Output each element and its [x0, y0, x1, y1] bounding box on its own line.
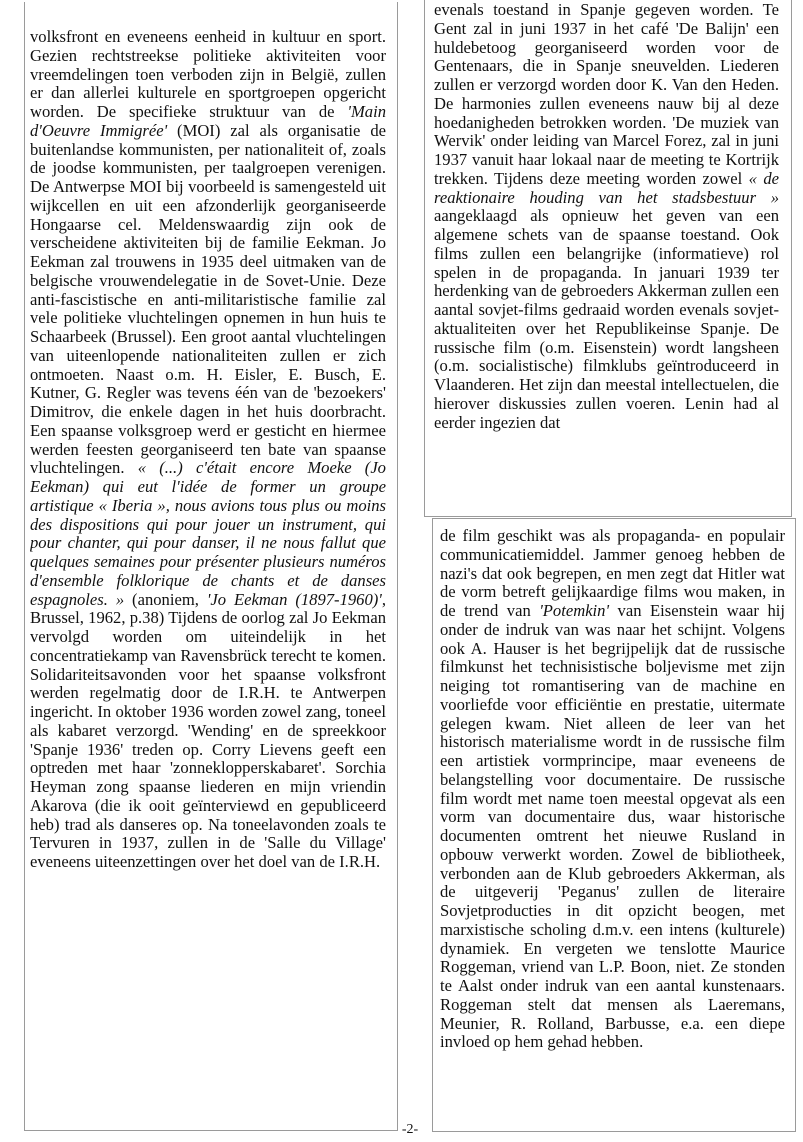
- text-run: (MOI) zal als organisatie de buitenlandse kommunisten, per nationaliteit of, zoals de joodse kommunisten, per taalgroepen verenigen. De Antwerpse MOI bij voorbeeld is samengesteld uit wijkcellen en uit een afzonderlijk georganiseerde Hongaarse cel. Meldenswaardig zijn ook de verscheidene aktiviteiten bij de familie Eekman. Jo Eekman zal trouwens in 1935 deel uitmaken van de belgische vrouwendelegatie in de Sovet-Unie. Deze anti-fascistische en anti-militaristische familie zal vele politieke vluchtelingen opnemen in hun huis te Schaarbeek (Brussel). Een groot aantal vluchtelingen van uiteenlopende nationaliteiten zullen er zich ontmoeten. Naast o.m. H. Eisler, E. Busch, E. Kutner, G. Regler was tevens één van de 'bezoekers' Dimitrov, die enkele dagen in het huis doorbracht. Een spaanse volksgroep werd er gesticht en hiermee werden feesten georganiseerd ten bate van spaanse vluchtelingen.: [30, 120, 386, 478]
- left-text-column: [30, 28, 386, 1128]
- page-number: -2-: [401, 1122, 419, 1137]
- text-run: aangeklaagd als opnieuw het geven van een algemene schets van de spaanse toestand. Ook films zullen een belangrijke (informatieve) rol spelen in de propaganda. In januari 1939 ter herdenking van de gebroeders Akkerman zullen een aantal sovjet-films gedraaid worden evenals sovjet-aktualiteiten over het Republikeinse Spanje. De russische film (o.m. Eisenstein) wordt langsheen (o.m. socialistische) filmklubs geïntroduceerd in Vlaanderen. Het zijn dan meestal intellectuelen, die hierover diskussies zullen voeren. Lenin had al eerder ingezien dat: [434, 206, 779, 432]
- text-run: , Brussel, 1962, p.38) Tijdens de oorlog zal Jo Eekman vervolgd worden om uiteindelijk in het concentratiekamp van Ravensbrück terecht te komen. Solidariteitsavonden voor het spaanse volksfront werden regelmatig door de I.R.H. te Antwerpen ingericht. In oktober 1936 worden zowel zang, toneel als kabaret verzorgd. 'Wending' en de spreekkoor 'Spanje 1936' treden op. Corry Lievens geeft een optreden met haar 'zonneklopperskabaret'. Sorchia Heyman zong spaanse liederen en mijn vriendin Akarova (die ik ooit geïnterviewd en gepubliceerd heb) trad als danseres op. Na toneelavonden zoals te Tervuren in 1937, zullen in de 'Salle du Village' eveneens uiteenzettingen over het doel van de I.R.H.: [30, 589, 386, 871]
- text-run: evenals toestand in Spanje gegeven worden. Te Gent zal in juni 1937 in het café 'De Balijn' een huldebetoog georganiseerd worden voor de Gentenaars, die in Spanje sneuvelden. Liederen zullen er verzorgd worden door K. Van den Heden. De harmonies zullen eveneens nauw bij al deze hoedanigheden betrokken worden. 'De muziek van Wervik' onder leiding van Marcel Forez, zal in juni 1937 vanuit haar lokaal naar de meeting te Kortrijk trekken. Tijdens deze meeting worden zowel: [434, 1, 779, 188]
- left-paragraph: [30, 28, 386, 872]
- text-run: (anoniem,: [124, 589, 207, 609]
- right-top-paragraph: [434, 1, 779, 432]
- right-bottom-paragraph: [440, 527, 785, 1052]
- text-run: van Eisenstein waar hij onder de indruk van was naar het schijnt. Volgens ook A. Hauser is het begrijpelijk dat de russische filmkunst het technisistische boljevisme met zijn neiging tot romantisering van de machine en voorliefde voor efficiëntie en prestatie, uitermate gelegen kwam. Niet alleen de leer van het historisch materialisme wordt in de russische film een artistiek vormprincipe, maar eveneens de belangstelling voor documentaire. De russische film wordt met name toen meestal opgevat als een vorm van documentaire dus, waar historische documenten omtrent het nieuwe Rusland in opbouw verwerkt worden. Zowel de bibliotheek, verbonden aan de Klub gebroeders Akkerman, als de uitgeverij 'Peganus' zullen de literaire Sovjetproducties in dit opzicht beogen, met marxistische scholing d.m.v. een intens (kulturele) dynamiek. En vergeten we tenslotte Maurice Roggeman, vriend van L.P. Boon, niet. Ze stonden te Aalst onder indruk van een aantal kunstenaars. Roggeman stelt dat mensen als Laeremans, Meunier, R. Rolland, Barbusse, e.a. een diepe invloed op hem gehad hebben.: [440, 601, 785, 1052]
- text-run: de film geschikt was als propaganda- en populair communicatiemiddel. Jammer genoeg hebben de nazi's dat ook begrepen, en men zegt dat Hitler wat de vorm betreft gelijkaardige films wou maken, in de trend van: [440, 527, 785, 620]
- text-run: volksfront en eveneens eenheid in kultuur en sport. Gezien rechtstreekse politieke aktiviteiten voor vreemdelingen toen verboden zijn in België, zullen er dan allerlei kulturele en sportgroepen opgericht worden. De specifieke struktuur van de: [30, 28, 386, 121]
- right-top-text-column: [434, 1, 779, 523]
- italic-run: 'Jo Eekman (1897-1960)': [206, 589, 382, 609]
- french-quote: « (...) c'était encore Moeke (Jo Eekman) qui eut l'idée de former un groupe artistique « Iberia », nous avions tous plus ou moins des dispositions qui pour jouer un instrument, qui pour chanter, qui pour danser, il ne nous fallut que quelques semaines pour présenter plusieurs numéros d'ensemble folklorique de chants et de danses espagnoles. »: [30, 458, 386, 609]
- italic-run: 'Potemkin': [539, 601, 610, 620]
- italic-quote: « de reaktionaire houding van het stadsbestuur »: [434, 168, 779, 207]
- right-bottom-text-column: [440, 527, 785, 1127]
- italic-run: 'Main d'Oeuvre Immigrée': [30, 102, 386, 140]
